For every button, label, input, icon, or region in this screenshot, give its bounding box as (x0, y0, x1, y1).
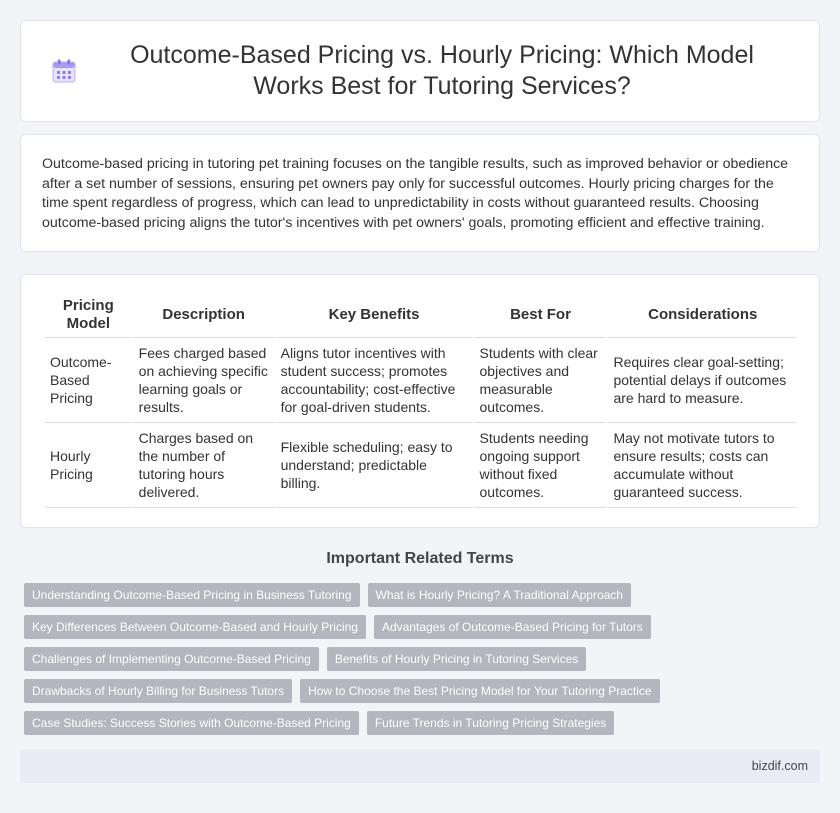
tag-row (24, 615, 824, 639)
tag-row (24, 711, 824, 735)
site-link[interactable]: bizdif.com (751, 759, 808, 773)
related-term-link[interactable]: Advantages of Outcome-Based Pricing for Tutors (374, 615, 651, 639)
table-header-row (45, 293, 797, 338)
table-row (45, 338, 797, 423)
table-cell: Aligns tutor incentives with student success; promotes accountability; cost-effective for goal-driven students. (276, 338, 473, 423)
column-header: Pricing Model (45, 293, 132, 338)
table-cell: May not motivate tutors to ensure results; costs can accumulate without guaranteed success. (608, 423, 797, 508)
comparison-table (43, 293, 799, 508)
tag-row (24, 647, 824, 671)
table-cell: Fees charged based on achieving specific learning goals or results. (134, 338, 274, 423)
column-header: Considerations (608, 293, 797, 338)
intro-paragraph: Outcome-based pricing in tutoring pet training focuses on the tangible results, such as improved behavior or obedience after a set number of sessions, ensuring pet owners pay only for successful outcomes. Hourly pricing charges for the time spent regardless of progress, which can lead to unpredictability in costs without guaranteed results. Choosing outcome-based pricing aligns the tutor's incentives with pet owners' goals, promoting efficient and effective training. (42, 156, 789, 231)
column-header: Best For (475, 293, 607, 338)
table-row (45, 423, 797, 508)
related-term-link[interactable]: Challenges of Implementing Outcome-Based Pricing (24, 647, 319, 671)
related-term-link[interactable]: Benefits of Hourly Pricing in Tutoring Services (327, 647, 586, 671)
table-cell: Students needing ongoing support without fixed outcomes. (475, 423, 607, 508)
related-terms-heading: Important Related Terms (326, 550, 514, 567)
table-cell: Hourly Pricing (45, 423, 132, 508)
table-card (20, 274, 820, 528)
related-term-link[interactable]: Understanding Outcome-Based Pricing in Business Tutoring (24, 583, 360, 607)
calendar-icon (51, 58, 77, 84)
column-header: Description (134, 293, 274, 338)
table-cell: Charges based on the number of tutoring hours delivered. (134, 423, 274, 508)
tag-row (24, 679, 824, 703)
related-terms-list (24, 583, 824, 743)
page-title: Outcome-Based Pricing vs. Hourly Pricing: Which Model Works Best for Tutoring Services? (130, 41, 754, 100)
table-cell: Outcome-Based Pricing (45, 338, 132, 423)
footer (20, 749, 820, 783)
table-cell: Students with clear objectives and measurable outcomes. (475, 338, 607, 423)
related-term-link[interactable]: How to Choose the Best Pricing Model for Your Tutoring Practice (300, 679, 660, 703)
related-term-link[interactable]: Future Trends in Tutoring Pricing Strategies (367, 711, 614, 735)
related-term-link[interactable]: Drawbacks of Hourly Billing for Business Tutors (24, 679, 292, 703)
tag-row (24, 583, 824, 607)
related-term-link[interactable]: What is Hourly Pricing? A Traditional Approach (368, 583, 631, 607)
title-card (20, 20, 820, 122)
table-cell: Requires clear goal-setting; potential delays if outcomes are hard to measure. (608, 338, 797, 423)
related-term-link[interactable]: Case Studies: Success Stories with Outcome-Based Pricing (24, 711, 359, 735)
intro-card (20, 134, 820, 252)
column-header: Key Benefits (276, 293, 473, 338)
table-cell: Flexible scheduling; easy to understand; predictable billing. (276, 423, 473, 508)
related-term-link[interactable]: Key Differences Between Outcome-Based and Hourly Pricing (24, 615, 366, 639)
